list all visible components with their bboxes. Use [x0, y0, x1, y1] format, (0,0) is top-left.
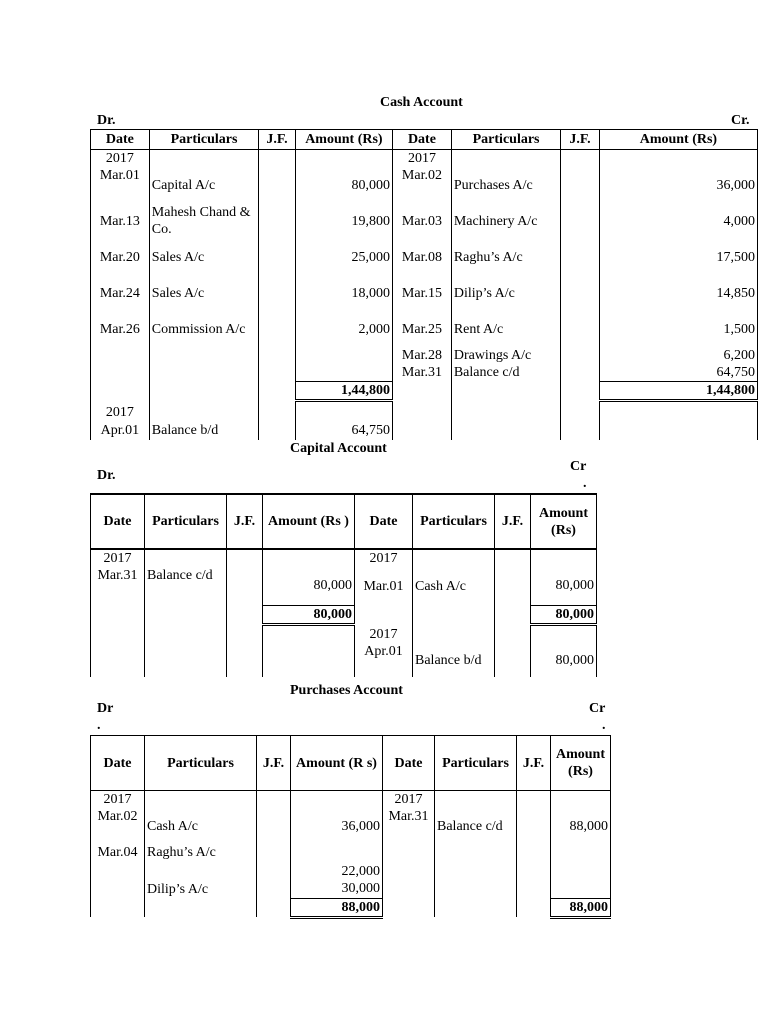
cash-dr-label: Dr. [97, 113, 116, 128]
cash-account-title: Cash Account [380, 95, 463, 110]
particulars-cell: Balance c/d [145, 567, 227, 605]
amount-cell: 1,500 [599, 311, 757, 347]
amount-cell: 4,000 [599, 203, 757, 239]
year-cell: 2017 [91, 150, 150, 168]
purchases-cr-dot: . [602, 718, 606, 733]
amount-cell: 25,000 [295, 239, 392, 275]
date-cell: Mar.15 [393, 275, 452, 311]
amount-cell: 80,000 [263, 567, 355, 605]
particulars-cell: Dilip’s A/c [145, 880, 257, 898]
date-cell: Mar.02 [91, 808, 145, 844]
total-row [91, 382, 758, 401]
particulars-cell: Rent A/c [451, 311, 560, 347]
header-jf: J.F. [259, 130, 295, 150]
table-row [91, 167, 758, 203]
year-cell: 2017 [383, 791, 435, 809]
table-row [91, 347, 758, 364]
particulars-cell: Balance b/d [413, 643, 495, 677]
amount-cell: 17,500 [599, 239, 757, 275]
table-row [91, 880, 611, 898]
table-row [91, 421, 758, 440]
year-cell: 2017 [393, 150, 452, 168]
header-jf: J.F. [227, 494, 263, 549]
amount-cell: 30,000 [291, 880, 383, 898]
header-amount: Amount (Rs) [551, 736, 611, 791]
total-amount: 80,000 [263, 605, 355, 624]
purchases-dr-dot: . [97, 718, 101, 733]
particulars-cell: Cash A/c [413, 567, 495, 605]
particulars-cell: Drawings A/c [451, 347, 560, 364]
capital-cr-label: Cr [570, 459, 587, 474]
header-date: Date [91, 494, 145, 549]
total-row [91, 898, 611, 917]
capital-dr-label: Dr. [97, 468, 116, 483]
header-date: Date [393, 130, 452, 150]
date-cell: Mar.25 [393, 311, 452, 347]
date-cell: Mar.20 [91, 239, 150, 275]
header-jf: J.F. [257, 736, 291, 791]
header-date: Date [91, 736, 145, 791]
header-date: Date [355, 494, 413, 549]
purchases-year-row [91, 791, 611, 809]
particulars-cell: Raghu’s A/c [145, 844, 257, 880]
date-cell: Mar.26 [91, 311, 150, 347]
particulars-cell: Commission A/c [149, 311, 258, 347]
header-date: Date [383, 736, 435, 791]
year-cell: 2017 [355, 549, 413, 567]
table-row [91, 643, 597, 677]
amount-cell: 80,000 [531, 567, 597, 605]
amount-cell: 22,000 [291, 844, 383, 880]
header-particulars: Particulars [435, 736, 517, 791]
table-row [91, 567, 597, 605]
particulars-cell: Balance c/d [451, 364, 560, 382]
capital-cr-dot: . [583, 476, 587, 491]
date-cell: Mar.08 [393, 239, 452, 275]
particulars-cell: Machinery A/c [451, 203, 560, 239]
amount-cell: 18,000 [295, 275, 392, 311]
amount-cell: 19,800 [295, 203, 392, 239]
date-cell: Mar.01 [91, 167, 150, 203]
purchases-account-title: Purchases Account [290, 683, 403, 698]
header-date: Date [91, 130, 150, 150]
date-cell: Mar.01 [355, 567, 413, 605]
amount-cell: 88,000 [551, 808, 611, 844]
capital-account-table [90, 493, 597, 677]
date-cell: Mar.28 [393, 347, 452, 364]
header-amount: Amount (Rs ) [263, 494, 355, 549]
date-cell: Mar.04 [91, 844, 145, 880]
particulars-cell: Purchases A/c [451, 167, 560, 203]
table-row [91, 311, 758, 347]
date-cell: Mar.31 [393, 364, 452, 382]
cash-cr-label: Cr. [731, 113, 750, 128]
cash-account-table [90, 129, 758, 440]
amount-cell: 36,000 [599, 167, 757, 203]
year-cell: 2017 [91, 791, 145, 809]
particulars-cell: Capital A/c [149, 167, 258, 203]
header-amount: Amount (Rs) [295, 130, 392, 150]
date-cell: Mar.31 [383, 808, 435, 844]
date-cell: Mar.13 [91, 203, 150, 239]
header-particulars: Particulars [145, 736, 257, 791]
year-cell: 2017 [91, 549, 145, 567]
date-cell: Mar.03 [393, 203, 452, 239]
total-row [91, 605, 597, 624]
date-cell: Apr.01 [91, 421, 150, 440]
date-cell: Mar.24 [91, 275, 150, 311]
table-row [91, 275, 758, 311]
amount-cell: 64,750 [599, 364, 757, 382]
header-jf: J.F. [517, 736, 551, 791]
particulars-cell: Sales A/c [149, 239, 258, 275]
amount-cell: 2,000 [295, 311, 392, 347]
capital-header-row [91, 494, 597, 549]
date-cell: Mar.02 [393, 167, 452, 203]
header-particulars: Particulars [145, 494, 227, 549]
cash-year-row [91, 150, 758, 168]
total-amount: 80,000 [531, 605, 597, 624]
header-jf: J.F. [495, 494, 531, 549]
cash-header-row [91, 130, 758, 150]
header-amount: Amount (Rs) [599, 130, 757, 150]
header-particulars: Particulars [149, 130, 258, 150]
carry-year-row [91, 624, 597, 643]
table-row [91, 364, 758, 382]
particulars-cell: Raghu’s A/c [451, 239, 560, 275]
amount-cell: 64,750 [295, 421, 392, 440]
total-amount: 1,44,800 [599, 382, 757, 401]
capital-account-title: Capital Account [290, 441, 387, 456]
particulars-cell: Mahesh Chand & Co. [149, 203, 258, 239]
amount-cell: 80,000 [295, 167, 392, 203]
total-amount: 88,000 [291, 898, 383, 917]
header-amount: Amount (R s) [291, 736, 383, 791]
particulars-cell: Sales A/c [149, 275, 258, 311]
purchases-cr-label: Cr [589, 701, 606, 716]
header-particulars: Particulars [413, 494, 495, 549]
purchases-account-table [90, 735, 611, 919]
particulars-cell: Dilip’s A/c [451, 275, 560, 311]
capital-year-row [91, 549, 597, 567]
header-jf: J.F. [561, 130, 600, 150]
table-row [91, 203, 758, 239]
table-row [91, 844, 611, 880]
particulars-cell: Balance c/d [435, 808, 517, 844]
amount-cell: 36,000 [291, 808, 383, 844]
date-cell: Mar.31 [91, 567, 145, 605]
particulars-cell: Balance b/d [149, 421, 258, 440]
date-cell: Apr.01 [355, 643, 413, 677]
purchases-dr-label: Dr [97, 701, 114, 716]
header-amount: Amount (Rs) [531, 494, 597, 549]
year-cell: 2017 [91, 401, 150, 421]
carry-year-row [91, 401, 758, 421]
table-row [91, 239, 758, 275]
year-cell: 2017 [355, 624, 413, 643]
total-amount: 1,44,800 [295, 382, 392, 401]
total-amount: 88,000 [551, 898, 611, 917]
header-particulars: Particulars [451, 130, 560, 150]
table-row [91, 808, 611, 844]
amount-cell: 80,000 [531, 643, 597, 677]
amount-cell: 14,850 [599, 275, 757, 311]
amount-cell: 6,200 [599, 347, 757, 364]
purchases-header-row [91, 736, 611, 791]
particulars-cell: Cash A/c [145, 808, 257, 844]
